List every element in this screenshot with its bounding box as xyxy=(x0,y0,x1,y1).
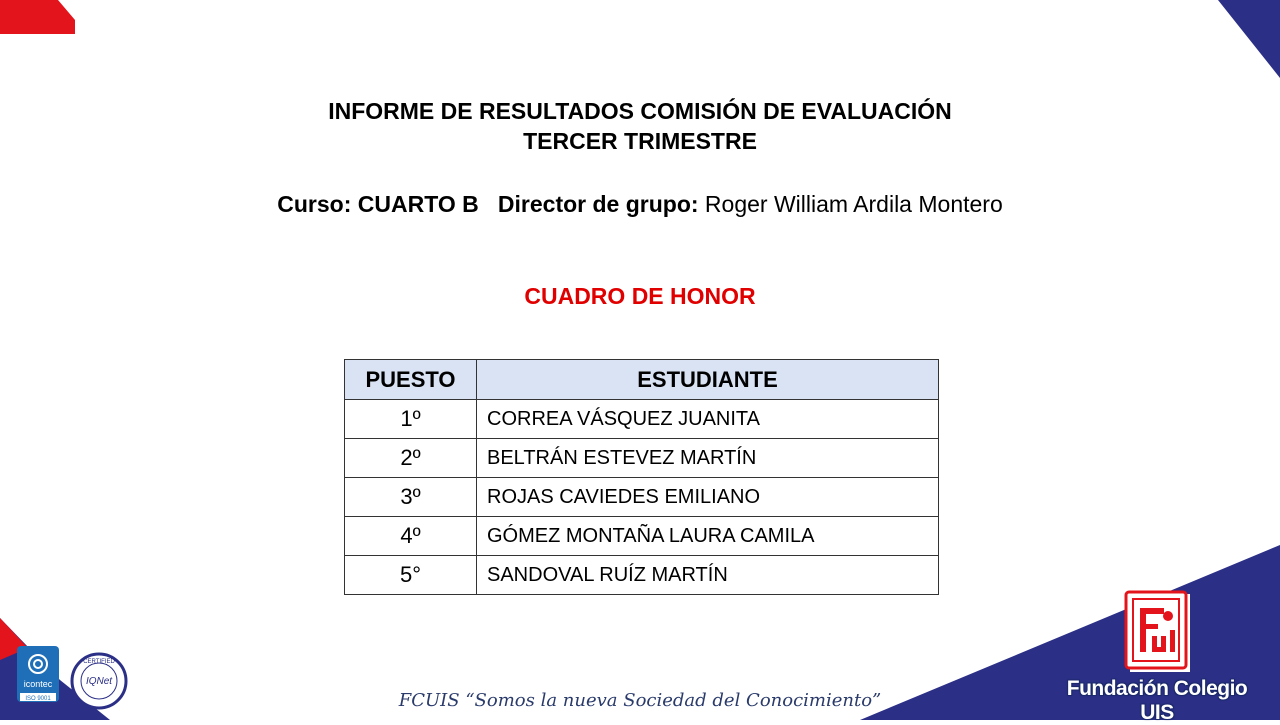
course-value: CUARTO B xyxy=(357,191,479,217)
row-position: 4º xyxy=(345,517,477,556)
row-student: CORREA VÁSQUEZ JUANITA xyxy=(477,400,939,439)
row-student: BELTRÁN ESTEVEZ MARTÍN xyxy=(477,439,939,478)
director-value: Roger William Ardila Montero xyxy=(704,191,1003,217)
honor-table xyxy=(344,359,939,595)
table-row xyxy=(345,439,939,478)
row-student: SANDOVAL RUÍZ MARTÍN xyxy=(477,556,939,595)
iqnet-text: IQNet xyxy=(85,676,113,687)
header-position: PUESTO xyxy=(345,360,477,400)
icontec-text: icontec xyxy=(23,679,53,689)
row-student: GÓMEZ MONTAÑA LAURA CAMILA xyxy=(477,517,939,556)
foundation-name: Fundación Colegio UIS xyxy=(1066,677,1248,724)
report-title: INFORME DE RESULTADOS COMISIÓN DE EVALUACIÓN xyxy=(328,98,952,124)
table-header-row xyxy=(345,360,939,400)
certified-text: CERTIFIED xyxy=(83,659,115,665)
row-position: 5° xyxy=(345,556,477,595)
iso-text: ISO 9001 xyxy=(25,696,51,702)
fcuis-logo xyxy=(1124,590,1194,674)
course-label: Curso: xyxy=(277,191,352,217)
table-row xyxy=(345,400,939,439)
honor-heading: CUADRO DE HONOR xyxy=(524,283,756,309)
director-label: Director de grupo: xyxy=(497,191,699,217)
table-row xyxy=(345,517,939,556)
slogan: FCUIS “Somos la nueva Sociedad del Conocimiento” xyxy=(398,690,882,711)
report-subtitle: TERCER TRIMESTRE xyxy=(523,128,757,154)
course-line xyxy=(0,191,1280,218)
table-row xyxy=(345,556,939,595)
row-position: 1º xyxy=(345,400,477,439)
table-row xyxy=(345,478,939,517)
row-position: 2º xyxy=(345,439,477,478)
row-position: 3º xyxy=(345,478,477,517)
header-student: ESTUDIANTE xyxy=(477,360,939,400)
row-student: ROJAS CAVIEDES EMILIANO xyxy=(477,478,939,517)
